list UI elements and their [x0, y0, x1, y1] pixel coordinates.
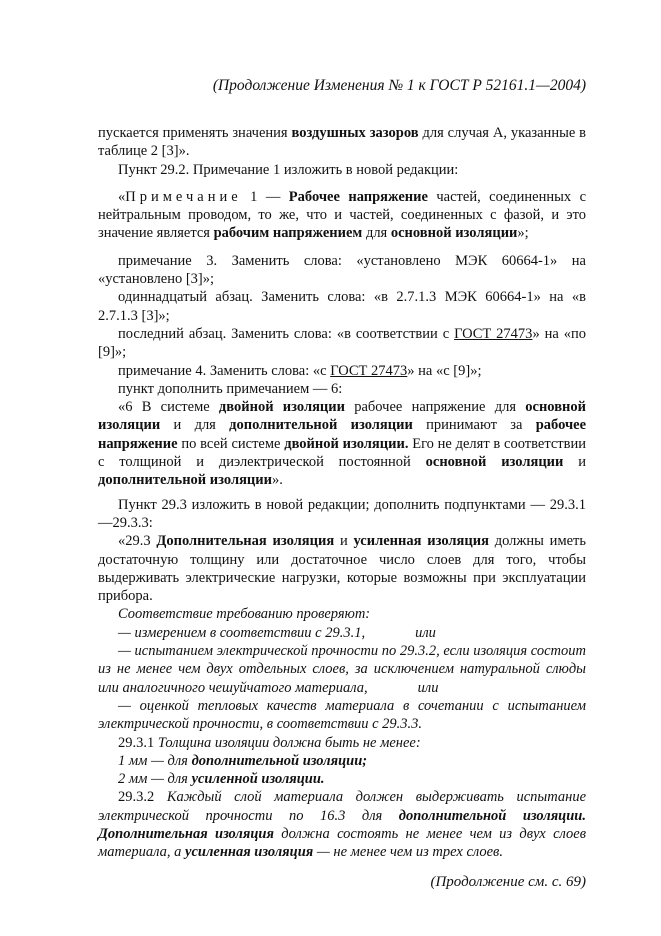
text: « — [118, 188, 126, 205]
compliance-check: Соответствие требованию проверяют: — [118, 606, 371, 623]
text: для случая A, указанные в таблице 2 [3]». — [98, 125, 587, 160]
note-6 — [98, 398, 586, 489]
note-1 — [98, 188, 586, 243]
method-measurement — [98, 624, 586, 642]
text: и для — [160, 417, 230, 434]
paragraph-add-note: пункт дополнить примечанием — 6: — [118, 380, 343, 397]
paragraph-clause-29-3: Пункт 29.3 изложить в новой редакции; дополнить подпунктами — 29.3.1 —29.3.3: — [98, 496, 586, 531]
page-footer: (Продолжение см. с. 69) — [430, 873, 586, 890]
text: » на «с [9]»; — [407, 362, 482, 379]
paragraph-eleventh: одиннадцатый абзац. Заменить слова: «в 2.7.1.3 МЭК 60664-1» на «в 2.7.1.3 [3]»; — [98, 289, 586, 324]
text: и — [334, 533, 354, 550]
clause-number: 29.3.2 — [118, 789, 167, 806]
text: «29.3 — [118, 533, 157, 550]
paragraph-clause-29-2: Пункт 29.2. Примечание 1 изложить в новой редакции: — [118, 161, 459, 178]
paragraph-last — [98, 325, 586, 362]
paragraph-note-4 — [98, 362, 586, 380]
clause-29-3-2 — [98, 788, 586, 861]
bold-term: Рабочее напряжение — [288, 188, 428, 205]
text: для — [362, 225, 391, 242]
bold-term: Дополнительная изоляция — [98, 825, 274, 842]
or-word: или — [415, 624, 436, 641]
bold-term: усиленная изоляция — [353, 533, 489, 550]
bold-term: дополнительной изоляции. — [398, 807, 586, 824]
bold-term: основной изоляции — [98, 399, 586, 434]
text: примечание 4. Заменить слова: «с — [118, 362, 331, 379]
paragraph-air-clearances — [98, 124, 586, 161]
document-page — [98, 76, 586, 892]
or-word: или — [417, 679, 439, 696]
text: принимают за — [412, 417, 536, 434]
clause-29-3 — [98, 532, 586, 605]
gost-reference: ГОСТ 27473 — [330, 362, 408, 379]
bold-term: двойной изоляции. — [284, 435, 409, 452]
text: и — [563, 454, 587, 471]
thickness-reinforced — [98, 770, 586, 788]
bold-term: дополнительной изоляции; — [191, 752, 368, 769]
text: должна состоять не менее чем из двух слоев материала, а — [98, 825, 586, 861]
bold-term: дополнительной изоляции — [98, 472, 272, 489]
text: «6 В системе — [118, 399, 219, 416]
page-header: (Продолжение Изменения № 1 к ГОСТ Р 52161.1—2004) — [212, 77, 586, 94]
text: — не менее чем из трех слоев. — [313, 844, 503, 861]
clause-29-3-1 — [98, 734, 586, 752]
text: — измерением в соответствии с 29.3.1, — [118, 624, 366, 641]
text: Каждый слой материала должен выдерживать испытание электрической прочности по 16.3 для — [98, 789, 587, 824]
method-thermal: — оценкой тепловых качеств материала в сочетании с испытанием электрической прочности, в соответствии с 29.3.3. — [98, 697, 586, 733]
text: пускается применять значения — [98, 125, 292, 141]
bold-term: рабочим напряжением — [213, 225, 363, 242]
method-electric-strength — [98, 642, 586, 697]
text: рабочее напряжение для — [345, 399, 526, 416]
text: 1 мм — для — [118, 752, 192, 769]
text: 1 — — [241, 188, 289, 205]
bold-term: основной изоляции — [425, 454, 564, 471]
text: частей, соединенных с нейтральным проводом, то же, что и частей, соединенных с фазой, и это значение является — [98, 188, 587, 242]
clause-number: 29.3.1 — [118, 734, 158, 751]
bold-term: основной изоляции — [390, 225, 518, 242]
text: должны иметь достаточную толщину или достаточное число слоев для того, чтобы выдерживать электрические нагрузки, которые возможны при эксплуатации прибора. — [98, 533, 587, 605]
bold-term: усиленной изоляции. — [191, 771, 325, 788]
bold-term: рабочее напряжение — [98, 417, 586, 452]
text: ». — [272, 472, 283, 489]
bold-term: дополнительной изоляции — [229, 417, 413, 434]
text: » на «по [9]»; — [98, 325, 586, 361]
text: последний абзац. Заменить слова: «в соответствии с — [118, 325, 455, 342]
text: по всей системе — [177, 435, 285, 452]
gost-reference: ГОСТ 27473 — [454, 325, 533, 342]
text: 2 мм — для — [118, 771, 192, 788]
bold-term: усиленная изоляция — [185, 844, 314, 861]
bold-term: двойной изоляции — [218, 399, 345, 416]
text: »; — [517, 225, 529, 242]
text: Его не делят в соответствии с толщиной и диэлектрической постоянной — [98, 435, 586, 471]
paragraph-note-3: примечание 3. Заменить слова: «установлено МЭК 60664-1» на «установлено [3]»; — [98, 252, 586, 288]
bold-term: воздушных зазоров — [291, 125, 419, 141]
text: — испытанием электрической прочности по 29.3.2, если изоляция состоит из не менее чем двух отдельных слоев, за исключением натуральной слюды или аналогичного чешуйчатого материала, — [98, 643, 586, 696]
note-label: Примечание — [125, 188, 242, 205]
thickness-supplementary — [98, 752, 586, 770]
text: Толщина изоляции должна быть не менее: — [157, 734, 421, 751]
bold-term: Дополнительная изоляция — [156, 533, 335, 550]
